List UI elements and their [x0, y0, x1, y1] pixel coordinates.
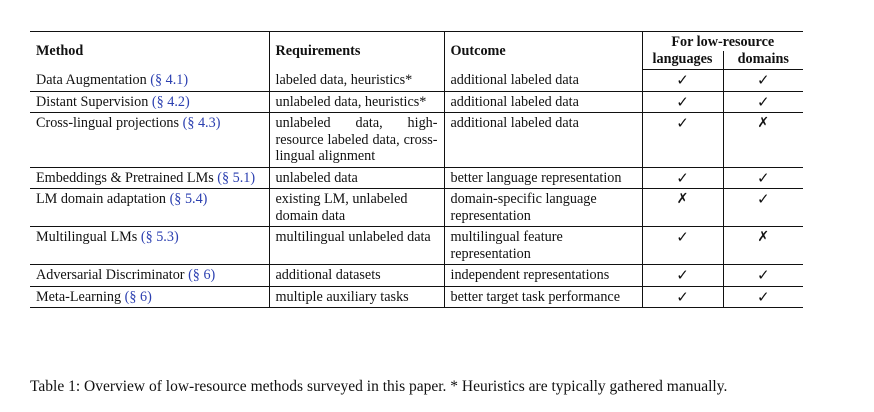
- section-ref-link[interactable]: (§ 6): [188, 267, 216, 283]
- table-row: [30, 286, 803, 308]
- header-languages: languages: [642, 51, 723, 70]
- method-cell: [30, 265, 269, 287]
- domains-check-icon: ✓: [723, 265, 803, 287]
- header-method: Method: [30, 32, 269, 70]
- requirements-cell: additional datasets: [269, 265, 444, 287]
- outcome-cell: domain-specific language representation: [444, 189, 642, 227]
- method-name: Adversarial Discriminator: [36, 267, 185, 283]
- domains-cross-icon: ✗: [723, 227, 803, 265]
- outcome-cell: additional labeled data: [444, 113, 642, 168]
- requirements-cell: labeled data, heuristics*: [269, 70, 444, 92]
- section-ref-link[interactable]: (§ 4.1): [150, 71, 189, 88]
- domains-check-icon: ✓: [723, 167, 803, 189]
- method-cell: [30, 167, 269, 189]
- method-name: Embeddings & Pretrained LMs: [36, 169, 214, 186]
- outcome-cell: independent representations: [444, 265, 642, 287]
- method-cell: [30, 227, 269, 265]
- table-row: [30, 91, 803, 113]
- table-row: [30, 189, 803, 227]
- section-ref-link[interactable]: (§ 6): [124, 288, 152, 305]
- requirements-cell: existing LM, unlabeled domain data: [269, 189, 444, 227]
- requirements-cell: unlabeled data, high-resource labeled data, cross-lingual alignment: [269, 113, 444, 168]
- method-name: LM domain adaptation: [36, 191, 167, 207]
- requirements-cell: unlabeled data, heuristics*: [269, 91, 444, 113]
- domains-check-icon: ✓: [723, 286, 803, 308]
- outcome-cell: better target task performance: [444, 286, 642, 308]
- requirements-cell: multilingual unlabeled data: [269, 227, 444, 265]
- outcome-cell: multilingual feature representation: [444, 227, 642, 265]
- table-row: [30, 113, 803, 168]
- table-row: [30, 70, 803, 92]
- method-name: Distant Supervision: [36, 93, 149, 110]
- method-cell: [30, 286, 269, 308]
- domains-check-icon: ✓: [723, 189, 803, 227]
- header-outcome: Outcome: [444, 32, 642, 70]
- section-ref-link[interactable]: (§ 4.3): [182, 115, 221, 131]
- outcome-cell: better language representation: [444, 167, 642, 189]
- method-name: Meta-Learning: [36, 288, 122, 305]
- outcome-cell: additional labeled data: [444, 70, 642, 92]
- table-row: [30, 265, 803, 287]
- languages-check-icon: ✓: [642, 167, 723, 189]
- table-caption: Table 1: Overview of low-resource methods surveyed in this paper. * Heuristics are typically gathered manually.: [30, 378, 728, 395]
- domains-cross-icon: ✗: [723, 113, 803, 168]
- method-cell: [30, 91, 269, 113]
- languages-check-icon: ✓: [642, 286, 723, 308]
- outcome-cell: additional labeled data: [444, 91, 642, 113]
- section-ref-link[interactable]: (§ 4.2): [151, 93, 190, 110]
- section-ref-link[interactable]: (§ 5.1): [217, 169, 256, 186]
- section-ref-link[interactable]: (§ 5.3): [140, 229, 179, 245]
- section-ref-link[interactable]: (§ 5.4): [169, 191, 208, 207]
- languages-check-icon: ✓: [642, 227, 723, 265]
- header-domains: domains: [723, 51, 803, 70]
- method-name: Cross-lingual projections: [36, 115, 180, 131]
- languages-cross-icon: ✗: [642, 189, 723, 227]
- domains-check-icon: ✓: [723, 70, 803, 92]
- methods-table-wrapper: [30, 31, 803, 308]
- table-row: [30, 227, 803, 265]
- header-low-resource: For low-resource: [642, 32, 803, 51]
- method-name: Data Augmentation: [36, 71, 147, 88]
- requirements-cell: unlabeled data: [269, 167, 444, 189]
- domains-check-icon: ✓: [723, 91, 803, 113]
- languages-check-icon: ✓: [642, 91, 723, 113]
- method-cell: [30, 113, 269, 168]
- requirements-cell: multiple auxiliary tasks: [269, 286, 444, 308]
- table-row: [30, 167, 803, 189]
- methods-table: [30, 31, 803, 308]
- languages-check-icon: ✓: [642, 265, 723, 287]
- method-cell: [30, 70, 269, 92]
- method-cell: [30, 189, 269, 227]
- method-name: Multilingual LMs: [36, 229, 138, 245]
- languages-check-icon: ✓: [642, 113, 723, 168]
- header-requirements: Requirements: [269, 32, 444, 70]
- languages-check-icon: ✓: [642, 70, 723, 92]
